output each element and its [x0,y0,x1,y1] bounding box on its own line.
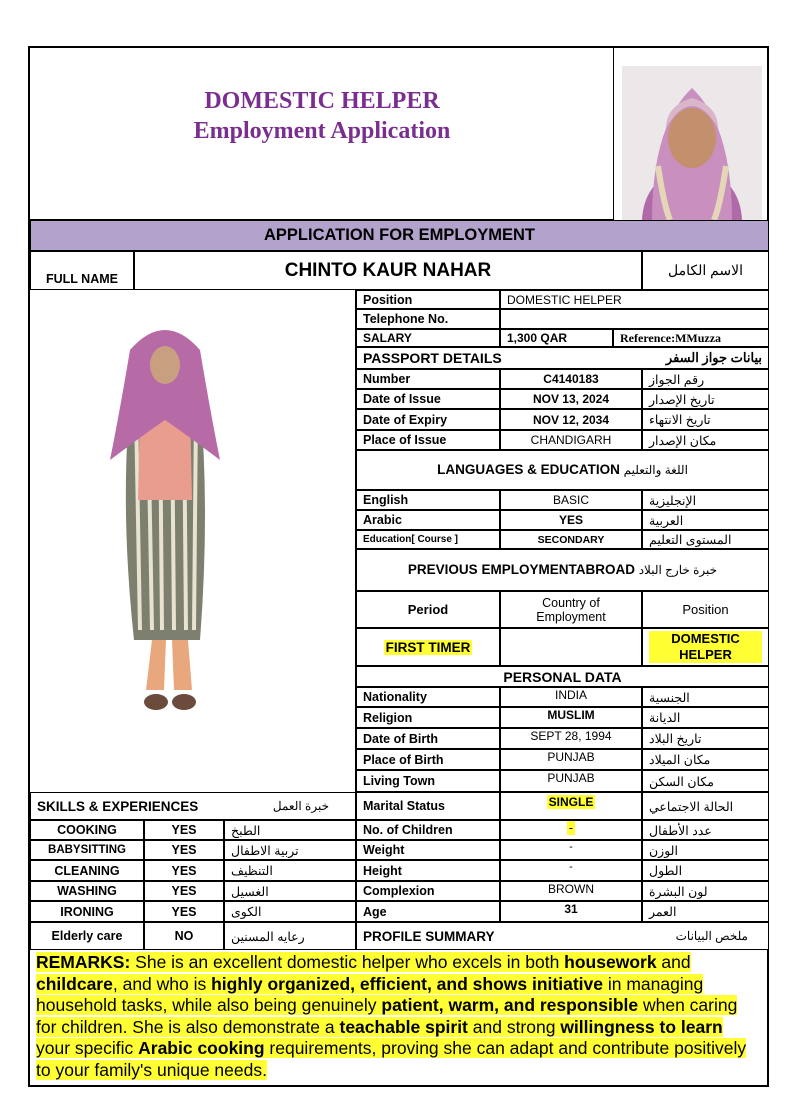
living-town-label-ar: مكان السكن [642,770,769,792]
children-label: No. of Children [356,820,500,840]
remarks-text-4: in managing household tasks, while also being genuinely [36,973,704,1015]
skill-babysitting-value: YES [144,840,224,860]
position-value: DOMESTIC HELPER [500,290,769,309]
application-form [28,46,769,1087]
remarks-text-3: , and who is [112,973,212,994]
skill-elderly-care-ar: رعايه المسنين [224,922,356,950]
nationality-value: INDIA [500,687,642,707]
skill-washing-value: YES [144,881,224,901]
remarks-paragraph [36,952,760,1081]
remarks-bold-4: patient, warm, and responsible [381,995,639,1015]
remarks-bold-5: teachable spirit [339,1016,468,1037]
expiry-date-label-ar: تاريخ الانتهاء [642,409,769,430]
skill-washing-ar: الغسيل [224,881,356,901]
remarks-text-5: when caring for children. She is also demonstrate a [36,995,738,1037]
weight-value: - [500,840,642,860]
period-value [356,628,500,666]
place-of-issue-label: Place of Issue [356,430,500,450]
children-value [500,820,642,840]
dob-label-ar: تاريخ البلاد [642,728,769,749]
skill-ironing: IRONING [30,901,144,922]
previous-position-text: DOMESTIC HELPER [649,631,762,663]
children-label-ar: عدد الأطفال [642,820,769,840]
nationality-label: Nationality [356,687,500,707]
english-label-ar: الإنجليزية [642,490,769,510]
full-name-label-ar: الاسم الكامل [642,251,769,290]
form-subtitle: Employment Application [193,118,451,144]
height-value: - [500,860,642,881]
place-of-birth-label-ar: مكان الميلاد [642,749,769,770]
remarks-bold-1: housework [564,952,657,972]
previous-position-value [642,628,769,666]
skill-ironing-ar: الكوى [224,901,356,922]
position-label: Position [356,290,500,309]
skills-title: SKILLS & EXPERIENCES [37,798,199,814]
skill-cooking-value: YES [144,820,224,840]
weight-label: Weight [356,840,500,860]
skill-elderly-care-value: NO [144,922,224,950]
dob-label: Date of Birth [356,728,500,749]
personal-data-header: PERSONAL DATA [356,666,769,687]
arabic-label-ar: العربية [642,510,769,530]
skill-elderly-care: Elderly care [30,922,144,950]
dob-value: SEPT 28, 1994 [500,728,642,749]
period-column-header: Period [356,591,500,628]
salary-value: 1,300 QAR [500,329,613,347]
passport-title-ar: بيانات جواز السفر [665,350,762,365]
remarks-bold-3: highly organized, efficient, and shows initiative [211,973,603,994]
previous-title: PREVIOUS EMPLOYMENTABROAD [407,562,635,577]
skill-ironing-value: YES [144,901,224,922]
skill-babysitting: BABYSITTING [30,840,144,860]
remarks-text-6: and strong [467,1016,561,1037]
passport-title: PASSPORT DETAILS [363,350,502,366]
skills-title-ar: خبرة العمل [272,799,329,813]
marital-status-text: SINGLE [548,795,594,809]
remarks-text-1: She is an excellent domestic helper who excels in both [130,952,565,972]
header-title-block [30,48,614,220]
expiry-date-value: NOV 12, 2034 [500,409,642,430]
photo-area-border [30,290,356,792]
remarks-bold-7: Arabic cooking [138,1038,265,1058]
country-column-header: Country of Employment [500,591,642,628]
education-label-ar: المستوى التعليم [642,530,769,549]
skill-cooking: COOKING [30,820,144,840]
complexion-label: Complexion [356,881,500,901]
english-label: English [356,490,500,510]
arabic-label: Arabic [356,510,500,530]
salary-label: SALARY [356,329,500,347]
skill-cooking-ar: الطبخ [224,820,356,840]
education-value: SECONDARY [500,530,642,549]
passport-number-label: Number [356,369,500,389]
children-value-text: - [568,821,574,835]
telephone-value [500,309,769,329]
weight-label-ar: الوزن [642,840,769,860]
arabic-value: YES [500,510,642,530]
marital-status-value [500,792,642,820]
marital-status-label-ar: الحالة الاجتماعي [642,792,769,820]
skill-babysitting-ar: تربية الاطفال [224,840,356,860]
place-of-issue-label-ar: مكان الإصدار [642,430,769,450]
issue-date-label-ar: تاريخ الإصدار [642,389,769,409]
skill-cleaning: CLEANING [30,860,144,881]
remarks-bold-2: childcare [36,973,113,994]
living-town-value: PUNJAB [500,770,642,792]
religion-label-ar: الديانة [642,707,769,728]
passport-number-label-ar: رقم الجواز [642,369,769,389]
skill-cleaning-value: YES [144,860,224,881]
complexion-label-ar: لون البشرة [642,881,769,901]
period-value-text: FIRST TIMER [385,639,471,655]
remarks-text-8: requirements, proving she can adapt and contribute positively to your family's unique needs. [36,1038,747,1080]
previous-title-ar: خبرة خارج البلاد [638,563,718,577]
application-banner: APPLICATION FOR EMPLOYMENT [30,220,769,251]
profile-summary-label: PROFILE SUMMARY [363,928,495,944]
english-value: BASIC [500,490,642,510]
height-label-ar: الطول [642,860,769,881]
passport-section-header [356,347,769,369]
living-town-label: Living Town [356,770,500,792]
age-label-ar: العمر [642,901,769,922]
profile-summary-label-ar: ملخص البيانات [675,929,748,943]
languages-title-ar: اللغة والتعليم [623,463,688,477]
remarks-text-2: and [656,952,691,972]
remarks-text-7: your specific [36,1038,139,1058]
remarks-label: REMARKS: [36,952,131,972]
full-name-label: FULL NAME [30,251,134,290]
headshot-photo [622,66,762,220]
marital-status-label: Marital Status [356,792,500,820]
age-label: Age [356,901,500,922]
place-of-issue-value: CHANDIGARH [500,430,642,450]
religion-value: MUSLIM [500,707,642,728]
expiry-date-label: Date of Expiry [356,409,500,430]
profile-summary-header [356,922,769,950]
position-column-header: Position [642,591,769,628]
full-name-value: CHINTO KAUR NAHAR [134,251,642,290]
passport-number-value: C4140183 [500,369,642,389]
skill-washing: WASHING [30,881,144,901]
religion-label: Religion [356,707,500,728]
skills-section-header [30,792,356,820]
place-of-birth-label: Place of Birth [356,749,500,770]
remarks-bold-6: willingness to learn [560,1016,723,1037]
education-label: Education[ Course ] [356,530,500,549]
country-value [500,628,642,666]
complexion-value: BROWN [500,881,642,901]
languages-title: LANGUAGES & EDUCATION [437,462,620,477]
skill-cleaning-ar: التنظيف [224,860,356,881]
form-title: DOMESTIC HELPER [204,88,440,114]
reference-value: Reference:MMuzza [613,329,769,347]
telephone-label: Telephone No. [356,309,500,329]
nationality-label-ar: الجنسية [642,687,769,707]
languages-section-header [356,450,769,490]
height-label: Height [356,860,500,881]
place-of-birth-value: PUNJAB [500,749,642,770]
issue-date-label: Date of Issue [356,389,500,409]
age-value: 31 [500,901,642,922]
previous-employment-header [356,549,769,591]
issue-date-value: NOV 13, 2024 [500,389,642,409]
